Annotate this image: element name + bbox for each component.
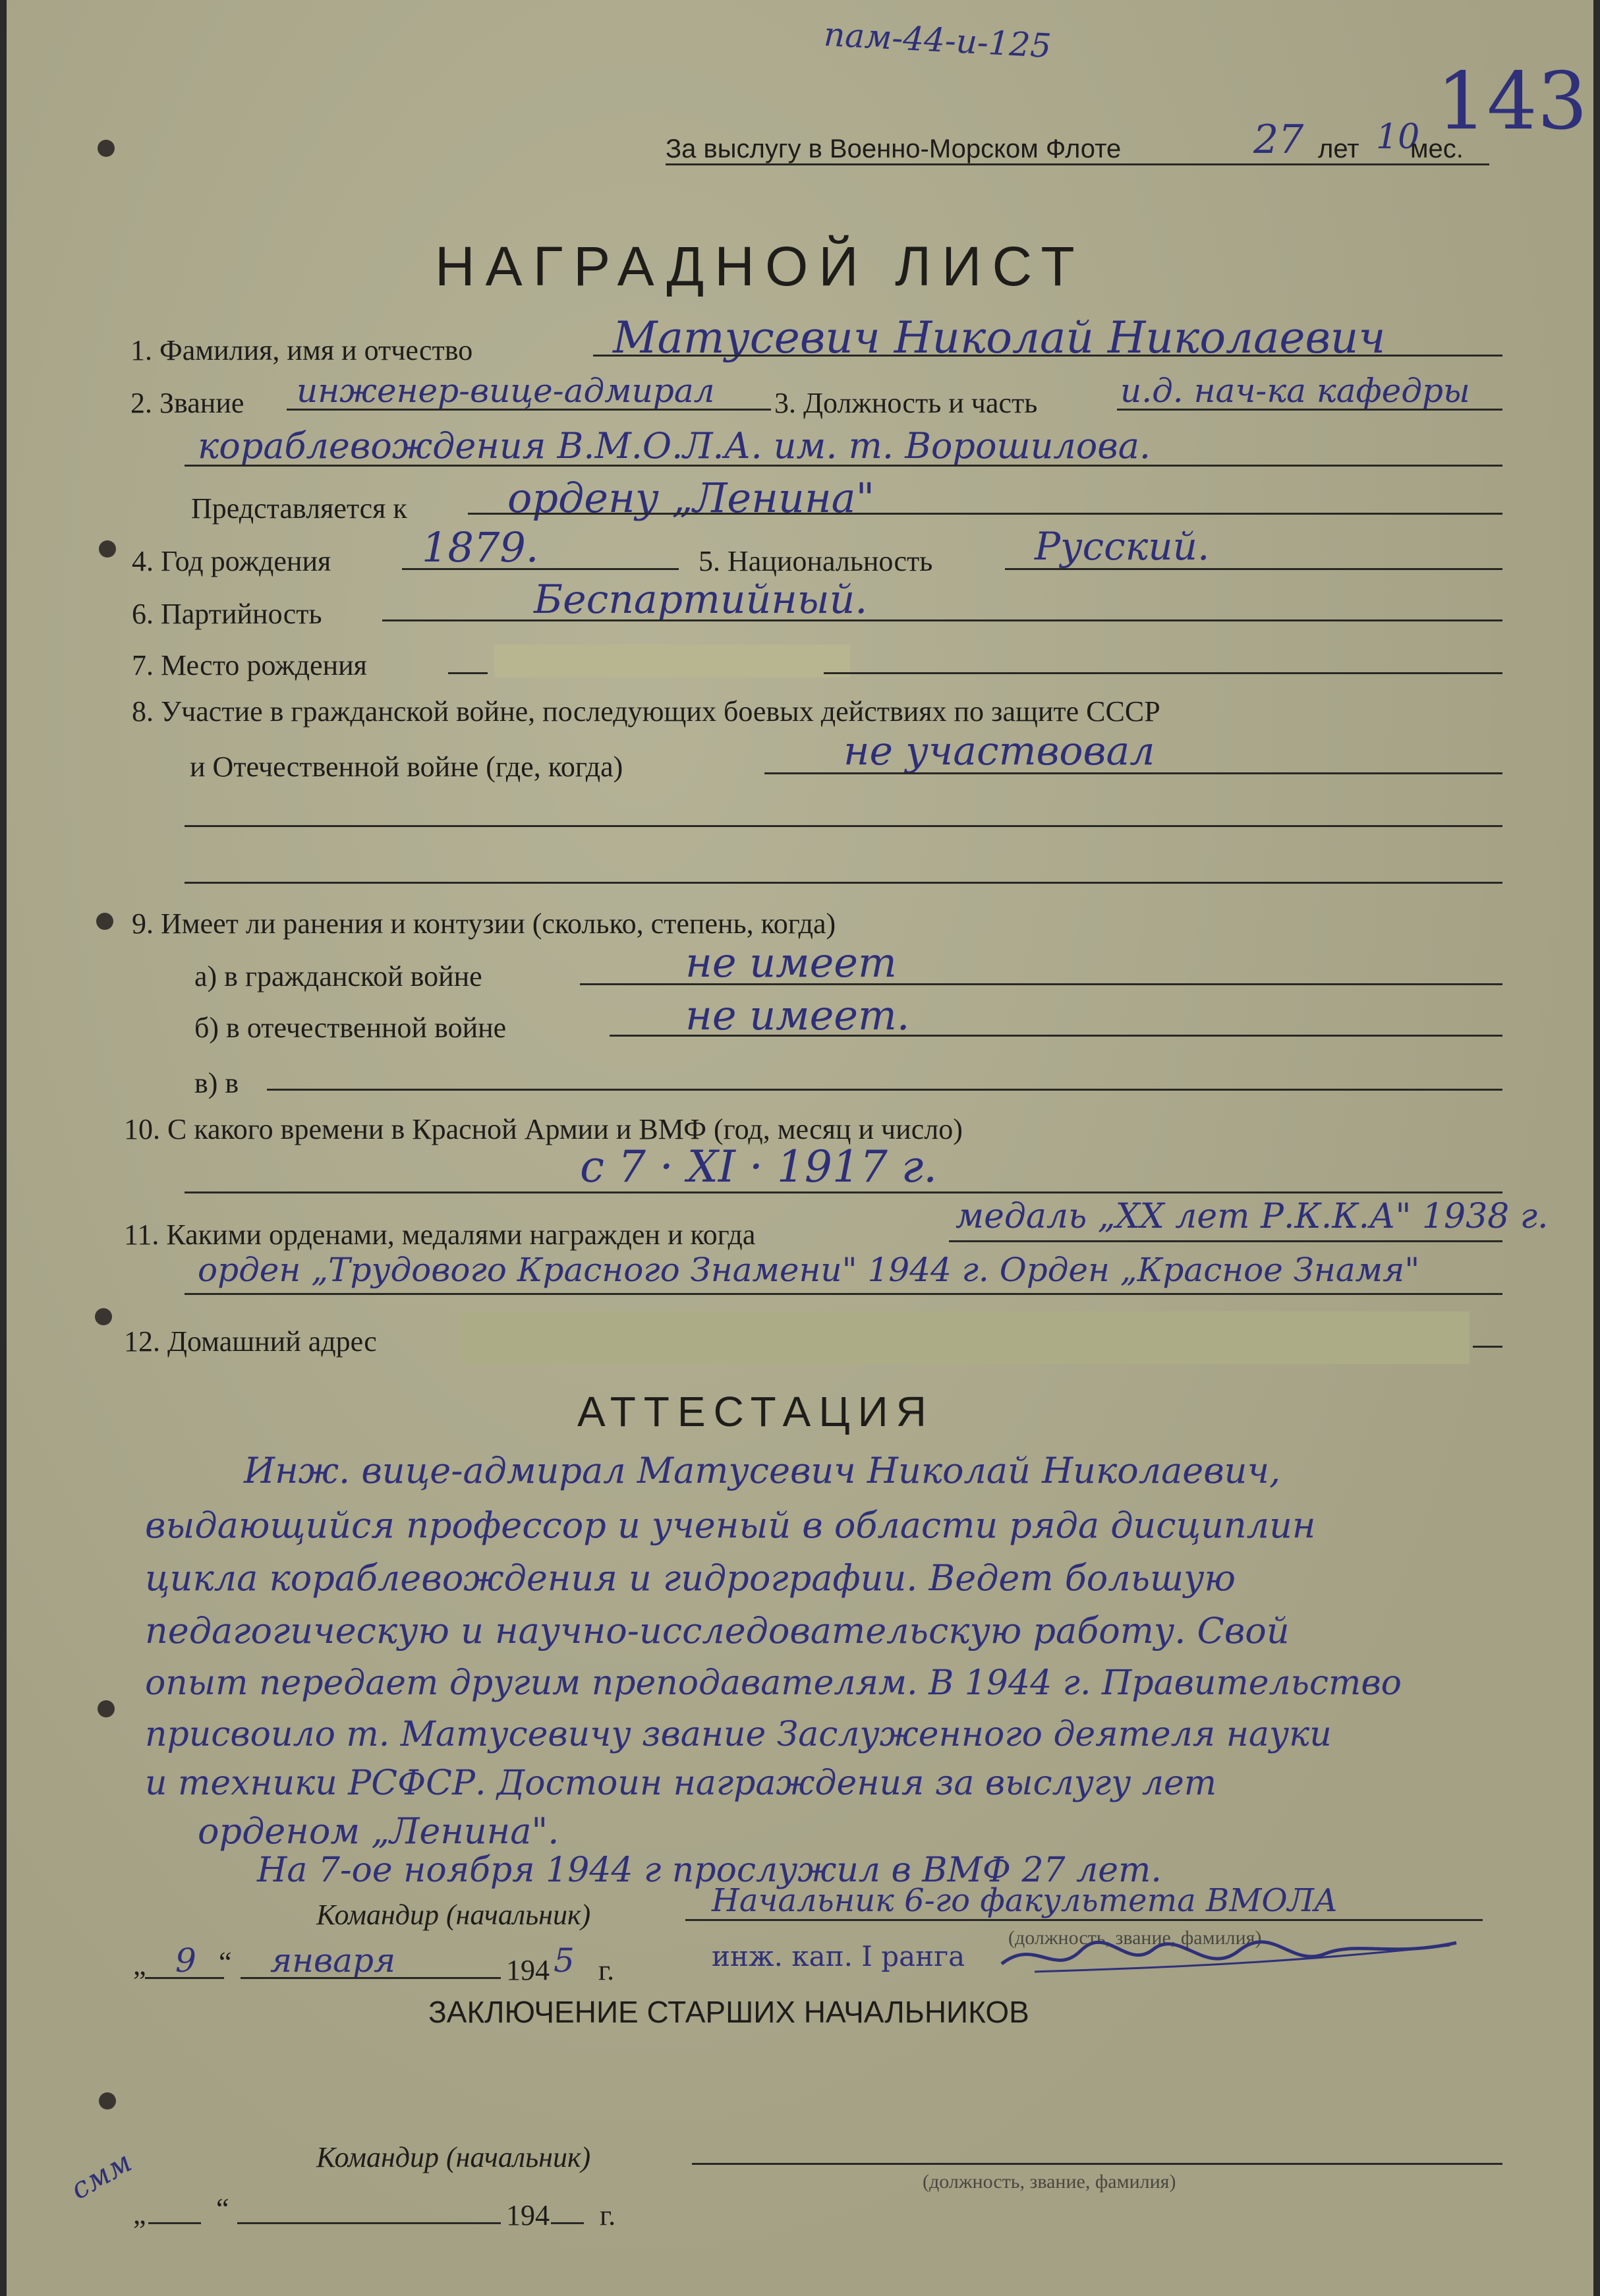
service-label: За выслугу в Военно-Морском Флоте: [666, 134, 1122, 163]
attestation-date-year-digit: 5: [554, 1941, 575, 1980]
attestation-heading: АТТЕСТАЦИЯ: [577, 1388, 934, 1435]
field-9-label: 9. Имеет ли ранения и контузии (сколько, степень, когда): [132, 907, 836, 940]
field-9a-value: не имеет: [685, 938, 897, 987]
archive-stamp: пам-44-и-125: [822, 15, 1052, 65]
field-9b-value: не имеет.: [685, 991, 910, 1039]
attestation-date-year: 194: [506, 1954, 550, 1986]
signature: [995, 1931, 1470, 1984]
punch-hole: [98, 140, 115, 157]
punch-hole: [99, 540, 116, 558]
field-3-label: 3. Должность и часть: [774, 387, 1038, 419]
punch-hole: [96, 913, 113, 930]
redacted-birthplace: [494, 645, 850, 677]
punch-hole: [99, 2092, 116, 2109]
field-11-label: 11. Какими орденами, медалями награжден и когда: [124, 1219, 756, 1251]
field-9a-label: а) в гражданской войне: [194, 960, 482, 992]
margin-note: смм: [65, 2145, 138, 2207]
field-5-value: Русский.: [1035, 524, 1210, 569]
attestation-date-month: января: [270, 1941, 396, 1980]
field-8-label-cont: и Отечественной войне (где, когда): [190, 751, 623, 783]
award-sheet: [7, 0, 1593, 2296]
field-6-label: 6. Партийность: [132, 598, 322, 630]
document-title: НАГРАДНОЙ ЛИСТ: [435, 235, 1085, 297]
conclusion-commander-label: Командир (начальник): [316, 2141, 591, 2173]
conclusion-date-suffix: г.: [600, 2199, 616, 2231]
service-years: 27: [1253, 117, 1304, 163]
field-5-label: 5. Национальность: [699, 545, 933, 577]
field-4-label: 4. Год рождения: [132, 545, 331, 577]
field-3-value: и.д. нач-ка кафедры: [1120, 372, 1470, 410]
redacted-home-address: [461, 1311, 1470, 1364]
punch-hole: [95, 1308, 112, 1325]
field-8-value: не участвовал: [843, 728, 1155, 774]
page-number: 143: [1437, 56, 1588, 148]
field-1-value: Матусевич Николай Николаевич: [613, 312, 1386, 363]
field-9c-label: в) в: [194, 1067, 239, 1099]
service-years-label: лет: [1318, 134, 1359, 163]
field-7-label: 7. Место рождения: [132, 649, 367, 681]
attestation-line: опыт передает другим преподавателям. В 1944 г. Правительство: [145, 1663, 1402, 1703]
field-3-value-cont: кораблевождения В.М.О.Л.А. им. т. Ворошилова.: [198, 425, 1151, 467]
field-12-label: 12. Домашний адрес: [124, 1325, 377, 1358]
attestation-line: На 7-ое ноября 1944 г прослужил в ВМФ 27 лет.: [257, 1851, 1162, 1890]
attestation-date-suffix: г.: [598, 1954, 615, 1986]
service-months: 10: [1376, 117, 1420, 157]
attestation-date-day: 9: [175, 1941, 196, 1980]
attestation-line: и техники РСФСР. Достоин награждения за выслугу лет: [145, 1764, 1217, 1803]
conclusion-caption: (должность, звание, фамилия): [923, 2171, 1176, 2193]
attestation-line: выдающийся профессор и ученый в области ряда дисциплин: [145, 1505, 1316, 1546]
attestation-date-open: „: [133, 1949, 146, 1981]
attestation-signer: инж. кап. I ранга: [712, 1940, 965, 1972]
attestation-commander-label: Командир (начальник): [316, 1899, 591, 1931]
presented-label: Представляется к: [191, 492, 407, 525]
field-6-value: Беспартийный.: [534, 577, 868, 623]
field-4-value: 1879.: [422, 523, 539, 571]
field-10-value: с 7 · XI · 1917 г.: [580, 1141, 938, 1192]
field-2-value: инженер-вице-адмирал: [297, 372, 715, 410]
conclusion-heading: ЗАКЛЮЧЕНИЕ СТАРШИХ НАЧАЛЬНИКОВ: [428, 1995, 1029, 2029]
field-10-label: 10. С какого времени в Красной Армии и ВМФ (год, месяц и число): [124, 1113, 963, 1145]
field-9b-label: б) в отечественной войне: [194, 1012, 507, 1044]
punch-hole: [98, 1700, 115, 1717]
field-2-label: 2. Звание: [130, 387, 244, 419]
conclusion-date-open: „: [133, 2198, 146, 2230]
attestation-caption: (должность, звание, фамилия): [1008, 1927, 1262, 1949]
presented-value: ордену „Ленина": [507, 474, 875, 522]
field-11-value: медаль „XX лет Р.К.К.А" 1938 г.: [956, 1197, 1549, 1236]
service-months-label: мес.: [1410, 134, 1464, 163]
conclusion-date-year: 194: [506, 2199, 550, 2231]
attestation-line: педагогическую и научно-исследовательскую работу. Свой: [145, 1610, 1290, 1651]
attestation-line: орденом „Ленина".: [198, 1810, 559, 1852]
field-8-label: 8. Участие в гражданской войне, последующих боевых действиях по защите СССР: [132, 695, 1160, 728]
attestation-line: Инж. вице-адмирал Матусевич Николай Николаевич,: [244, 1450, 1281, 1491]
field-1-label: 1. Фамилия, имя и отчество: [130, 334, 473, 366]
conclusion-date-close: “: [216, 2193, 229, 2225]
attestation-line: присвоило т. Матусевичу звание Заслуженного деятеля науки: [145, 1715, 1332, 1754]
attestation-line: цикла кораблевождения и гидрографии. Ведет большую: [145, 1557, 1236, 1599]
field-11-value-cont: орден „Трудового Красного Знамени" 1944 г. Орден „Красное Знамя": [198, 1251, 1420, 1289]
attestation-commander-value: Начальник 6-го факультета ВМОЛА: [712, 1882, 1338, 1919]
attestation-date-close: “: [219, 1946, 232, 1978]
